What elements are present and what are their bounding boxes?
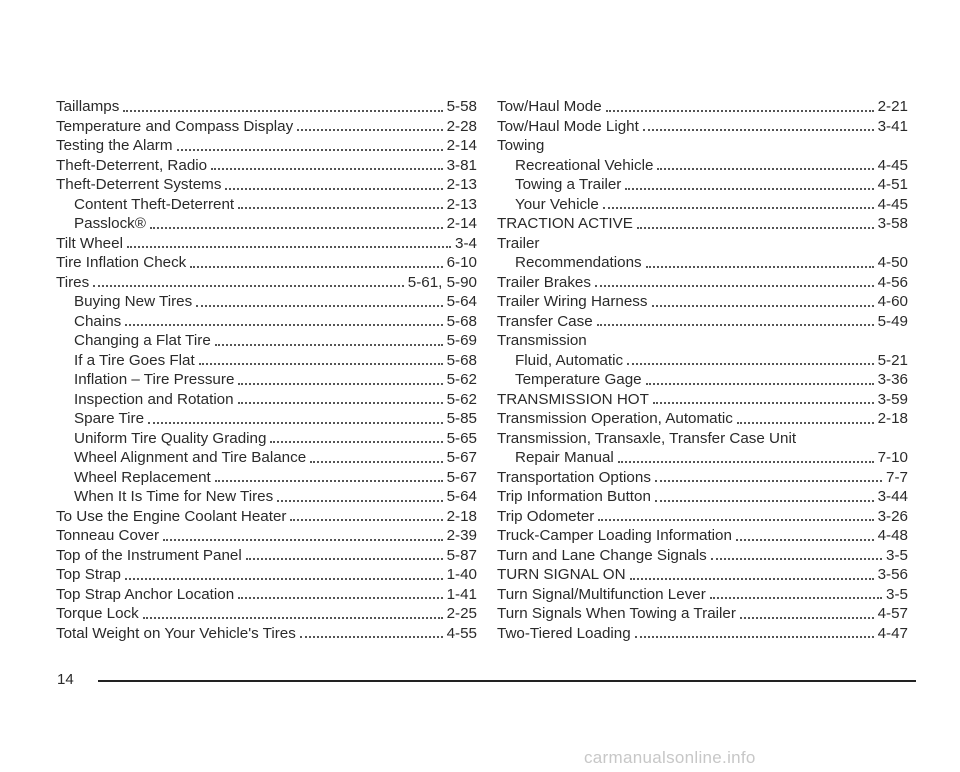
entry-page-ref: 4-48 [877, 527, 908, 544]
watermark-text: carmanualsonline.info [584, 748, 756, 767]
entry-label: Inspection and Rotation [74, 390, 234, 408]
index-entry [56, 117, 477, 137]
index-entry [56, 351, 477, 371]
index-column-right [497, 97, 908, 643]
index-entry [56, 136, 477, 156]
entry-page-ref: 3-41 [877, 117, 908, 135]
dot-leader [710, 597, 882, 599]
index-heading [497, 429, 908, 449]
index-entry [56, 214, 477, 234]
entry-page-ref: 3-56 [877, 566, 908, 583]
dot-leader [618, 461, 874, 463]
dot-leader [637, 227, 874, 229]
entry-label: Theft-Deterrent, Radio [56, 156, 208, 174]
dot-leader [125, 324, 442, 326]
entry-label: TRANSMISSION HOT [497, 390, 649, 408]
index-entry [497, 390, 908, 410]
index-entry [56, 487, 477, 507]
dot-leader [238, 207, 442, 209]
entry-label: Wheel Alignment and Tire Balance [74, 449, 307, 466]
entry-label: Tonneau Cover [56, 527, 160, 544]
entry-page-ref: 4-55 [446, 624, 477, 642]
entry-page-ref: 3-5 [886, 546, 908, 564]
index-entry [497, 409, 908, 429]
entry-page-ref: 2-18 [446, 507, 477, 525]
entry-label: Temperature Gage [515, 371, 642, 388]
entry-label: Trip Odometer [497, 507, 595, 525]
dot-leader [655, 500, 874, 502]
index-entry [56, 312, 477, 332]
dot-leader [163, 539, 443, 541]
index-entry [56, 175, 477, 195]
entry-label: Trailer Brakes [497, 273, 591, 291]
dot-leader [737, 422, 874, 424]
index-entry [497, 487, 908, 507]
entry-label: Content Theft-Deterrent [74, 195, 235, 213]
dot-leader [143, 617, 443, 619]
index-entry [56, 526, 477, 546]
index-entry [56, 390, 477, 410]
dot-leader [646, 383, 874, 385]
dot-leader [630, 578, 874, 580]
dot-leader [215, 480, 443, 482]
index-entry [497, 273, 908, 293]
dot-leader [127, 246, 451, 248]
index-entry [497, 624, 908, 644]
index-entry [56, 565, 477, 585]
entry-label: Wheel Replacement [74, 468, 211, 486]
entry-label: Two-Tiered Loading [497, 624, 631, 642]
entry-label: Trip Information Button [497, 488, 651, 505]
entry-label: Fluid, Automatic [515, 351, 624, 369]
entry-label: Changing a Flat Tire [74, 332, 211, 349]
entry-page-ref: 5-67 [446, 449, 477, 466]
dot-leader [625, 188, 873, 190]
entry-label: Spare Tire [74, 410, 145, 427]
index-entry [56, 546, 477, 566]
dot-leader [635, 636, 874, 638]
index-entry [497, 526, 908, 546]
entry-label: Top Strap [56, 566, 122, 583]
index-entry [497, 351, 908, 371]
entry-label: Taillamps [56, 98, 120, 115]
entry-label: Repair Manual [515, 449, 614, 466]
dot-leader [595, 285, 874, 287]
dot-leader [238, 402, 443, 404]
entry-label: Tilt Wheel [56, 234, 123, 252]
entry-label: Top Strap Anchor Location [56, 585, 235, 603]
dot-leader [125, 578, 443, 580]
entry-label: Transfer Case [497, 312, 593, 330]
entry-label: Passlock® [74, 215, 146, 232]
dot-leader [215, 344, 443, 346]
index-entry [56, 195, 477, 215]
entry-page-ref: 4-56 [877, 273, 908, 291]
index-entry [497, 312, 908, 332]
dot-leader [290, 519, 442, 521]
entry-page-ref: 5-62 [446, 371, 477, 388]
index-entry [497, 370, 908, 390]
dot-leader [740, 617, 874, 619]
entry-page-ref: 2-21 [877, 98, 908, 115]
dot-leader [277, 500, 442, 502]
index-entry [56, 370, 477, 390]
entry-label: Towing [497, 137, 545, 154]
index-entry [497, 507, 908, 527]
dot-leader [652, 305, 874, 307]
entry-label: Transmission Operation, Automatic [497, 410, 733, 427]
index-entry [56, 253, 477, 273]
index-entry [56, 273, 477, 293]
entry-page-ref: 5-68 [446, 312, 477, 330]
entry-page-ref: 4-45 [877, 195, 908, 213]
entry-label: Top of the Instrument Panel [56, 546, 242, 564]
entry-page-ref: 5-85 [446, 410, 477, 427]
entry-label: Tire Inflation Check [56, 254, 187, 271]
index-heading [497, 331, 908, 351]
entry-label: TURN SIGNAL ON [497, 566, 626, 583]
entry-page-ref: 2-39 [446, 527, 477, 544]
dot-leader [643, 129, 874, 131]
entry-page-ref: 5-21 [877, 351, 908, 369]
entry-page-ref: 5-65 [446, 429, 477, 447]
dot-leader [627, 363, 874, 365]
dot-leader [606, 110, 874, 112]
entry-page-ref: 5-64 [446, 293, 477, 310]
index-entry [497, 292, 908, 312]
index-heading [497, 136, 908, 156]
entry-label: If a Tire Goes Flat [74, 351, 195, 369]
index-entry [497, 97, 908, 117]
index-entry [56, 97, 477, 117]
entry-label: Transmission, Transaxle, Transfer Case Unit [497, 429, 797, 447]
dot-leader [270, 441, 442, 443]
entry-label: Trailer Wiring Harness [497, 293, 648, 310]
entry-label: Recommendations [515, 254, 642, 271]
entry-page-ref: 3-36 [877, 371, 908, 388]
entry-label: Tow/Haul Mode [497, 98, 602, 115]
entry-page-ref: 5-68 [446, 351, 477, 369]
dot-leader [653, 402, 874, 404]
index-entry [56, 585, 477, 605]
entry-page-ref: 1-41 [446, 585, 477, 603]
page-number: 14 [57, 671, 74, 688]
entry-label: Torque Lock [56, 605, 139, 622]
entry-page-ref: 3-4 [455, 234, 477, 252]
index-entry [56, 409, 477, 429]
index-entry [497, 468, 908, 488]
dot-leader [196, 305, 442, 307]
index-entry [497, 195, 908, 215]
entry-label: Transmission [497, 332, 587, 349]
entry-page-ref: 2-14 [446, 137, 477, 154]
dot-leader [238, 597, 442, 599]
index-entry [497, 585, 908, 605]
entry-page-ref: 2-13 [446, 176, 477, 193]
index-entry [497, 448, 908, 468]
entry-page-ref: 2-14 [446, 215, 477, 232]
index-entry [497, 604, 908, 624]
dot-leader [190, 266, 442, 268]
index-entry [497, 117, 908, 137]
entry-label: Inflation – Tire Pressure [74, 371, 235, 388]
entry-label: Total Weight on Your Vehicle's Tires [56, 624, 296, 642]
entry-page-ref: 5-49 [877, 312, 908, 330]
dot-leader [310, 461, 442, 463]
entry-page-ref: 2-25 [446, 605, 477, 622]
entry-page-ref: 3-59 [877, 390, 908, 408]
entry-page-ref: 5-61, 5-90 [407, 273, 477, 291]
entry-page-ref: 6-10 [446, 254, 477, 271]
footer-rule [98, 680, 916, 682]
entry-label: Buying New Tires [74, 293, 193, 310]
entry-page-ref: 4-51 [877, 176, 908, 193]
entry-page-ref: 4-47 [877, 624, 908, 642]
dot-leader [150, 227, 443, 229]
index-entry [56, 331, 477, 351]
entry-page-ref: 2-13 [446, 195, 477, 213]
entry-page-ref: 5-67 [446, 468, 477, 486]
entry-page-ref: 2-18 [877, 410, 908, 427]
entry-page-ref: 5-58 [446, 98, 477, 115]
entry-label: Transportation Options [497, 468, 651, 486]
index-entry [56, 292, 477, 312]
entry-page-ref: 4-57 [877, 605, 908, 622]
entry-label: Temperature and Compass Display [56, 117, 294, 135]
entry-label: Your Vehicle [515, 195, 599, 213]
index-entry [56, 604, 477, 624]
index-entry [56, 429, 477, 449]
entry-page-ref: 3-81 [446, 156, 477, 174]
entry-label: Tires [56, 273, 90, 291]
entry-page-ref: 7-7 [886, 468, 908, 486]
index-entry [56, 234, 477, 254]
dot-leader [148, 422, 443, 424]
index-entry [497, 565, 908, 585]
entry-page-ref: 2-28 [446, 117, 477, 135]
entry-page-ref: 5-64 [446, 488, 477, 505]
index-entry [497, 175, 908, 195]
entry-label: Tow/Haul Mode Light [497, 117, 639, 135]
dot-leader [211, 168, 442, 170]
entry-page-ref: 4-60 [877, 293, 908, 310]
dot-leader [238, 383, 442, 385]
index-entry [56, 507, 477, 527]
entry-label: Truck-Camper Loading Information [497, 527, 732, 544]
index-entry [497, 214, 908, 234]
entry-label: Theft-Deterrent Systems [56, 176, 222, 193]
entry-label: Turn Signals When Towing a Trailer [497, 605, 736, 622]
entry-label: Towing a Trailer [515, 176, 622, 193]
entry-label: Turn and Lane Change Signals [497, 546, 707, 564]
entry-page-ref: 4-50 [877, 254, 908, 271]
dot-leader [711, 558, 882, 560]
index-entry [56, 156, 477, 176]
entry-page-ref: 3-5 [886, 585, 908, 603]
dot-leader [93, 285, 404, 287]
index-heading [497, 234, 908, 254]
dot-leader [646, 266, 874, 268]
entry-page-ref: 3-44 [877, 488, 908, 505]
entry-page-ref: 5-62 [446, 390, 477, 408]
dot-leader [597, 324, 874, 326]
entry-label: When It Is Time for New Tires [74, 488, 274, 505]
entry-label: Uniform Tire Quality Grading [74, 429, 267, 447]
entry-page-ref: 3-26 [877, 507, 908, 525]
index-entry [56, 448, 477, 468]
dot-leader [603, 207, 874, 209]
index-entry [56, 624, 477, 644]
entry-label: Chains [74, 312, 122, 330]
dot-leader [655, 480, 882, 482]
dot-leader [657, 168, 873, 170]
index-entry [497, 253, 908, 273]
dot-leader [199, 363, 443, 365]
entry-page-ref: 3-58 [877, 215, 908, 232]
entry-label: Testing the Alarm [56, 137, 173, 154]
dot-leader [246, 558, 443, 560]
index-entry [56, 468, 477, 488]
entry-label: Recreational Vehicle [515, 156, 654, 174]
dot-leader [225, 188, 442, 190]
dot-leader [177, 149, 443, 151]
entry-label: TRACTION ACTIVE [497, 215, 633, 232]
entry-label: To Use the Engine Coolant Heater [56, 507, 287, 525]
dot-leader [300, 636, 443, 638]
entry-page-ref: 5-69 [446, 332, 477, 349]
entry-label: Turn Signal/Multifunction Lever [497, 585, 706, 603]
dot-leader [123, 110, 442, 112]
index-entry [497, 546, 908, 566]
dot-leader [736, 539, 874, 541]
index-entry [497, 156, 908, 176]
index-column-left [56, 97, 477, 643]
entry-label: Trailer [497, 234, 540, 252]
dot-leader [598, 519, 873, 521]
entry-page-ref: 5-87 [446, 546, 477, 564]
entry-page-ref: 7-10 [877, 449, 908, 466]
dot-leader [297, 129, 442, 131]
entry-page-ref: 4-45 [877, 156, 908, 174]
entry-page-ref: 1-40 [446, 566, 477, 583]
